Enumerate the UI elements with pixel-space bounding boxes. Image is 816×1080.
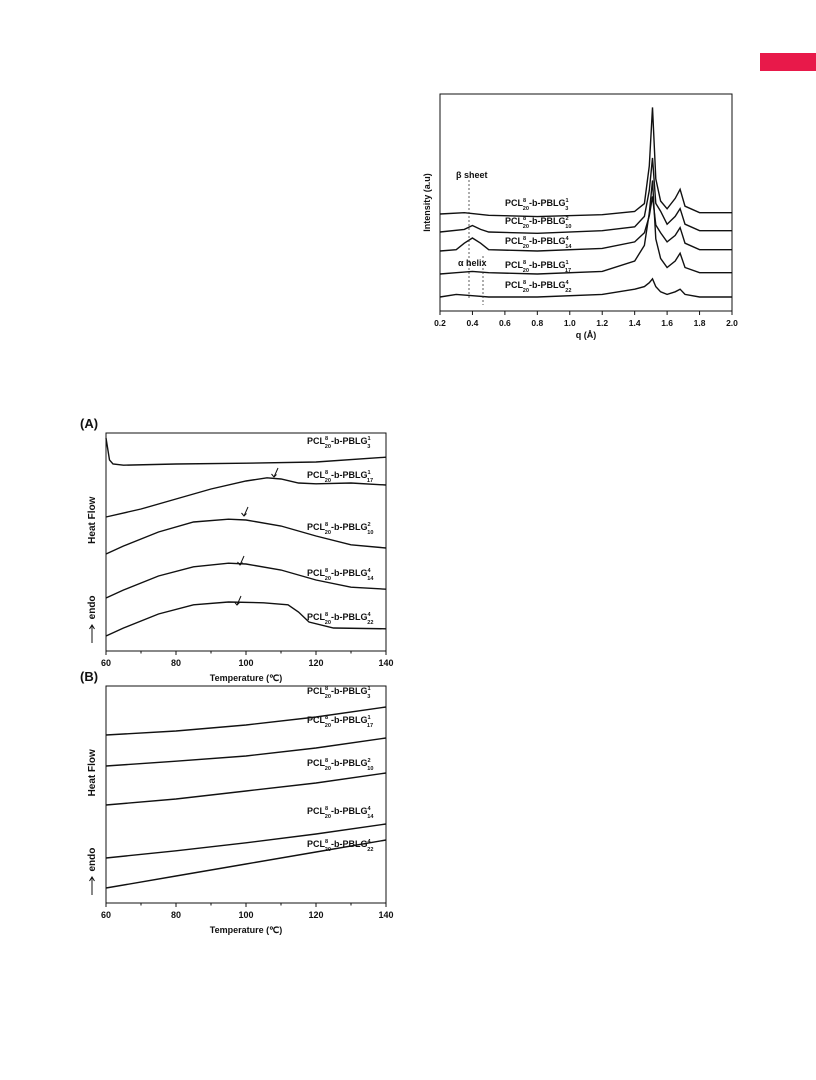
dsc-series-line [106,738,386,766]
dsc-endo-label: endo [87,595,98,620]
xrd-tick-label: 2.0 [726,318,738,328]
dsc-tick-label: 100 [238,658,254,668]
dsc-tick-label: 120 [308,910,324,920]
dsc-series-label: PCL$^8$ 20-b-PBLG$^1$ 17 [307,715,374,729]
dsc-y-axis-label: Heat Flow [87,749,98,797]
dsc-tick-label: 80 [170,658,182,668]
dsc-series-line [106,602,386,636]
dsc-endo-label: endo [87,847,98,872]
dsc-series-line [106,773,386,805]
xrd-series-label: PCL$^8$ 20-b-PBLG$^1$ 17 [505,260,572,274]
dsc-transition-arrowhead [235,602,240,605]
dsc-transition-arrow [244,507,248,516]
dsc-series-label: PCL$^8$ 20-b-PBLG$^4$ 14 [307,806,374,820]
dsc-series-line [106,438,386,465]
dsc-series-label: PCL$^8$ 20-b-PBLG$^4$ 22 [307,839,374,853]
xrd-series-line [440,196,732,251]
dsc-panel-label: (A) [80,416,99,431]
dsc-tick-label: 60 [100,658,112,668]
xrd-series-line [440,158,732,233]
xrd-tick-label: 1.6 [661,318,674,328]
dsc-transition-arrow [237,596,241,605]
dsc-x-axis-label: Temperature (℃) [209,673,283,683]
dsc-tick-label: 100 [238,910,254,920]
dsc-series-label: PCL$^8$ 20-b-PBLG$^1$ 17 [307,470,374,484]
xrd-series-label: PCL$^8$ 20-b-PBLG$^1$ 3 [505,198,569,212]
xrd-series-label: PCL$^8$ 20-b-PBLG$^4$ 22 [505,280,572,294]
dsc-y-axis-label: Heat Flow [87,496,98,544]
dsc-tick-label: 140 [378,910,394,920]
dsc-series-label: PCL$^8$ 20-b-PBLG$^4$ 14 [307,568,374,582]
dsc-series-label: PCL$^8$ 20-b-PBLG$^1$ 3 [307,436,371,450]
xrd-tick-label: 0.2 [434,318,446,328]
xrd-alpha-helix-label: α helix [458,258,487,268]
accent-tab [760,53,816,71]
dsc-series-line [106,707,386,735]
dsc-x-axis-label: Temperature (℃) [209,925,283,935]
xrd-tick-label: 0.4 [466,318,479,328]
dsc-series-line [106,824,386,858]
dsc-transition-arrow [240,556,244,565]
dsc-series-label: PCL$^8$ 20-b-PBLG$^2$ 10 [307,522,374,536]
xrd-series-line [440,107,732,216]
dsc-tick-label: 80 [170,910,182,920]
dsc-panel-label: (B) [80,669,99,684]
xrd-tick-label: 1.8 [693,318,706,328]
dsc-plot-frame [106,433,386,651]
dsc-tick-label: 60 [100,910,112,920]
dsc-series-line [106,519,386,554]
xrd-tick-label: 0.6 [498,318,511,328]
xrd-series-label: PCL$^8$ 20-b-PBLG$^2$ 10 [505,216,572,230]
dsc-series-line [106,840,386,888]
dsc-series-label: PCL$^8$ 20-b-PBLG$^1$ 3 [307,686,371,700]
dsc-transition-arrowhead [238,562,243,565]
dsc-tick-label: 120 [308,658,324,668]
xrd-x-axis-label: q (Å) [575,330,597,340]
dsc-series-line [106,563,386,598]
xrd-plot-frame [440,94,732,311]
xrd-y-axis-label: Intensity (a.u) [422,173,432,232]
dsc-series-label: PCL$^8$ 20-b-PBLG$^2$ 10 [307,758,374,772]
dsc-endo-arrowhead [90,877,95,881]
xrd-series-line [440,279,732,297]
xrd-tick-label: 0.8 [531,318,544,328]
xrd-series-line [440,180,732,274]
dsc-transition-arrowhead [242,513,247,516]
dsc-plot-frame [106,686,386,903]
dsc-transition-arrowhead [272,474,277,477]
dsc-series-line [106,478,386,517]
xrd-tick-label: 1.4 [628,318,641,328]
dsc-series-label: PCL$^8$ 20-b-PBLG$^4$ 22 [307,612,374,626]
xrd-tick-label: 1.0 [563,318,576,328]
xrd-tick-label: 1.2 [596,318,609,328]
dsc-tick-label: 140 [378,658,394,668]
xrd-beta-sheet-label: β sheet [456,170,488,180]
dsc-transition-arrow [274,468,278,477]
xrd-series-label: PCL$^8$ 20-b-PBLG$^4$ 14 [505,236,572,250]
dsc-endo-arrowhead [90,625,95,629]
